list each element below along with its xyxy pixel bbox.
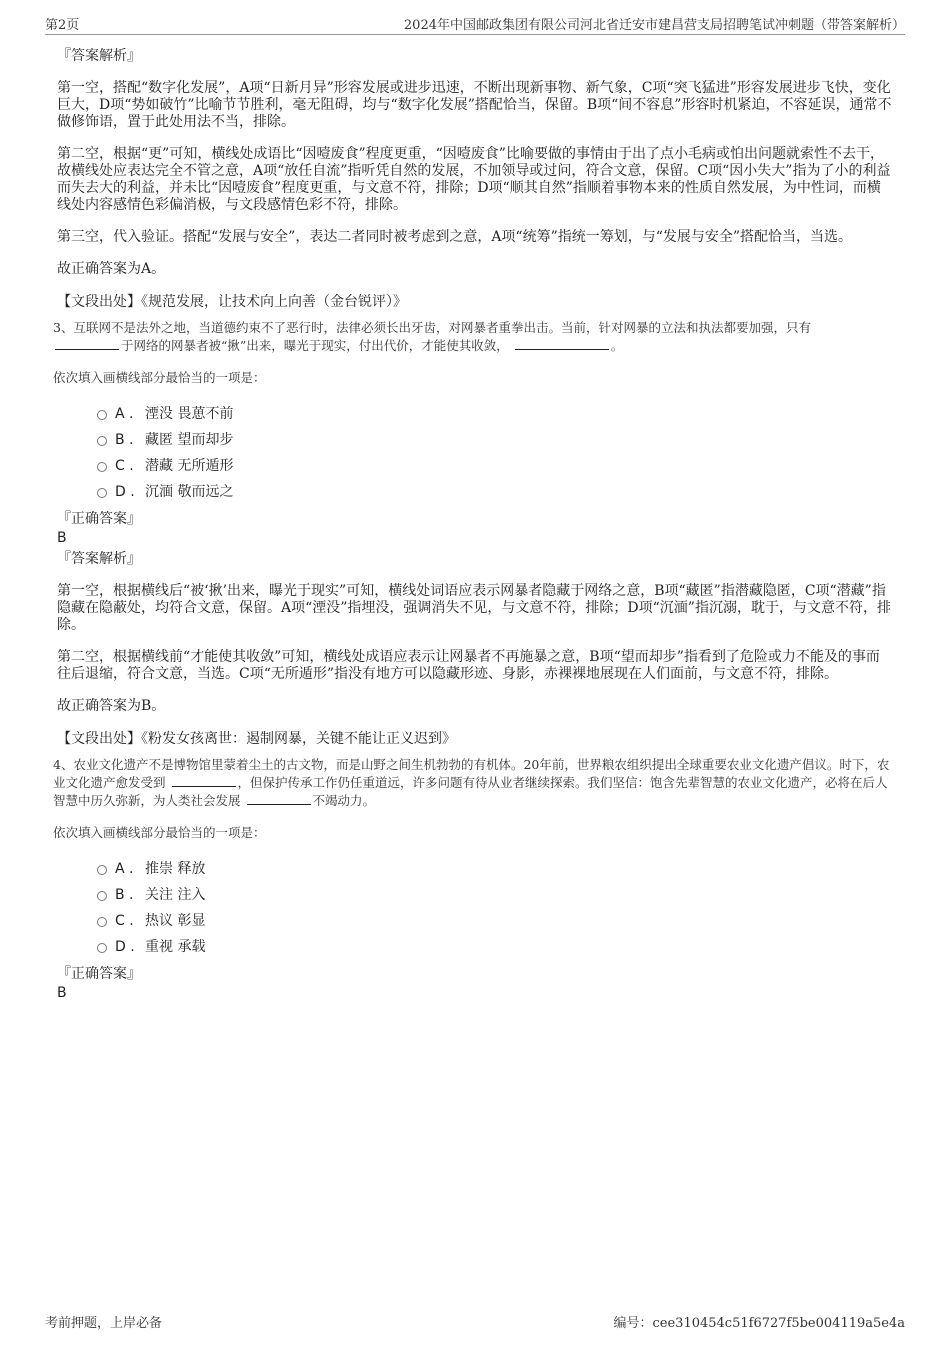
- radio-icon[interactable]: [97, 410, 107, 420]
- q3-text-c: 。: [610, 338, 624, 353]
- correct-answer-label: 『正确答案』: [57, 511, 141, 527]
- q4-text-a: 4、农业文化遗产不是博物馆里蒙着尘土的古文物，而是山野之间生机勃勃的有机体。20年前，世界粮农组织提出全球重要农业文化遗产倡议。时下，农业文化遗产愈发受到: [53, 757, 890, 790]
- page-footer: [45, 1312, 905, 1332]
- q3-conclusion: 故正确答案为B。: [57, 698, 166, 714]
- q4-option-b[interactable]: B . 关注 注入: [57, 882, 893, 908]
- radio-icon[interactable]: [97, 462, 107, 472]
- q4-text-c: 不竭动力。: [312, 793, 376, 808]
- radio-icon[interactable]: [97, 436, 107, 446]
- q3-instruction: 依次填入画横线部分最恰当的一项是：: [53, 370, 266, 385]
- q3-analysis-p2: 第二空，根据横线前“才能使其收敛”可知，横线处成语应表示让网暴者不再施暴之意，B项“望而却步”指看到了危险或力不能及的事而往后退缩，符合文意，当选。C项“无所遁形”指没有地方可以隐藏形迹、身影，赤裸裸地展现在人们面前，与文意不符，排除。: [57, 649, 880, 682]
- q2-analysis-p3: 第三空，代入验证。搭配“发展与安全”，表达二者同时被考虑到之意，A项“统筹”指统一筹划，与“发展与安全”搭配恰当，当选。: [57, 229, 853, 245]
- q3-answer: B: [57, 530, 67, 546]
- correct-answer-label: 『正确答案』: [57, 966, 141, 982]
- q3-blank-2: [515, 337, 609, 350]
- q4-question-text: [53, 756, 893, 810]
- radio-icon[interactable]: [97, 943, 107, 953]
- radio-icon[interactable]: [97, 865, 107, 875]
- q3-option-a[interactable]: A . 湮没 畏葸不前: [57, 401, 893, 427]
- q2-analysis-p2: 第二空，根据“更”可知，横线处成语比“因噎废食”程度更重，“因噎废食”比喻要做的事情由于出了点小毛病或怕出问题就索性不去干，故横线处应表达完全不管之意，A项“放任自流”指听凭自然的发展，不加领导或过问，符合文意，保留。C项“因小失大”指为了小的利益而失去大的利益，并未比“因噎废食”程度更重，与文意不符，排除；D项“顺其自然”指顺着事物本来的性质自然发展，为中性词，而横线处内容感情色彩偏消极，与文段感情色彩不符，排除。: [57, 146, 891, 213]
- q2-source: 【文段出处】《规范发展，让技术向上向善（金台锐评）》: [57, 294, 407, 310]
- q3-text-b: 于网络的网暴者被“揪”出来，曝光于现实，付出代价，才能使其收敛，: [121, 338, 509, 353]
- q3-analysis-p1: 第一空，根据横线后“被‘揪’出来，曝光于现实”可知，横线处词语应表示网暴者隐藏于网络之意，B项“藏匿”指潜藏隐匿，C项“潜藏”指隐藏在隐蔽处，均符合文意，保留。A项“湮没”指埋没，强调消失不见，与文意不符，排除；D项“沉湎”指沉溺，耽于，与文意不符，排除。: [57, 583, 891, 633]
- analysis-label: 『答案解析』: [57, 48, 141, 64]
- radio-icon[interactable]: [97, 891, 107, 901]
- page-number: 第2页: [45, 18, 80, 33]
- q3-question-text: [53, 319, 893, 355]
- q4-options: [57, 856, 893, 960]
- q4-option-a[interactable]: A . 推崇 释放: [57, 856, 893, 882]
- q4-blank-2: [247, 792, 311, 805]
- q4-option-c[interactable]: C . 热议 彰显: [57, 908, 893, 934]
- page-content: [53, 44, 893, 1002]
- q3-text-a: 3、互联网不是法外之地，当道德约束不了恶行时，法律必须长出牙齿，对网暴者重拳出击。当前，针对网暴的立法和执法都要加强，只有: [53, 320, 811, 335]
- q2-conclusion: 故正确答案为A。: [57, 261, 166, 277]
- radio-icon[interactable]: [97, 488, 107, 498]
- q2-analysis-p1: 第一空，搭配“数字化发展”，A项“日新月异”形容发展或进步迅速，不断出现新事物、新气象，C项“突飞猛进”形容发展进步飞快，变化巨大，D项“势如破竹”比喻节节胜利，毫无阻碍，均与“数字化发展”搭配恰当，保留。B项“间不容息”形容时机紧迫，不容延误，通常不做修饰语，置于此处用法不当，排除。: [57, 80, 892, 130]
- document-title: 2024年中国邮政集团有限公司河北省迁安市建昌营支局招聘笔试冲刺题（带答案解析）: [403, 18, 905, 33]
- analysis-label: 『答案解析』: [57, 551, 141, 567]
- q4-answer: B: [57, 985, 67, 1001]
- q4-instruction: 依次填入画横线部分最恰当的一项是：: [53, 825, 266, 840]
- q3-option-d[interactable]: D . 沉湎 敬而远之: [57, 479, 893, 505]
- q3-option-b[interactable]: B . 藏匿 望而却步: [57, 427, 893, 453]
- q3-source: 【文段出处】《粉发女孩离世：遏制网暴，关键不能让正义迟到》: [57, 731, 456, 747]
- q3-blank-1: [55, 337, 119, 350]
- q4-option-d[interactable]: D . 重视 承载: [57, 934, 893, 960]
- q4-blank-1: [172, 774, 236, 787]
- footer-slogan: 考前押题，上岸必备: [45, 1316, 163, 1331]
- q3-option-c[interactable]: C . 潜藏 无所遁形: [57, 453, 893, 479]
- footer-serial: 编号：cee310454c51f6727f5be004119a5e4a: [613, 1316, 905, 1331]
- q4-text-b: ，但保护传承工作仍任重道远，许多问题有待从业者继续探索。我们坚信：饱含先辈智慧的农业文化遗产，必将在后人智慧中历久弥新，为人类社会发展: [53, 775, 888, 808]
- radio-icon[interactable]: [97, 917, 107, 927]
- page-header: [45, 14, 905, 35]
- q3-options: [57, 401, 893, 505]
